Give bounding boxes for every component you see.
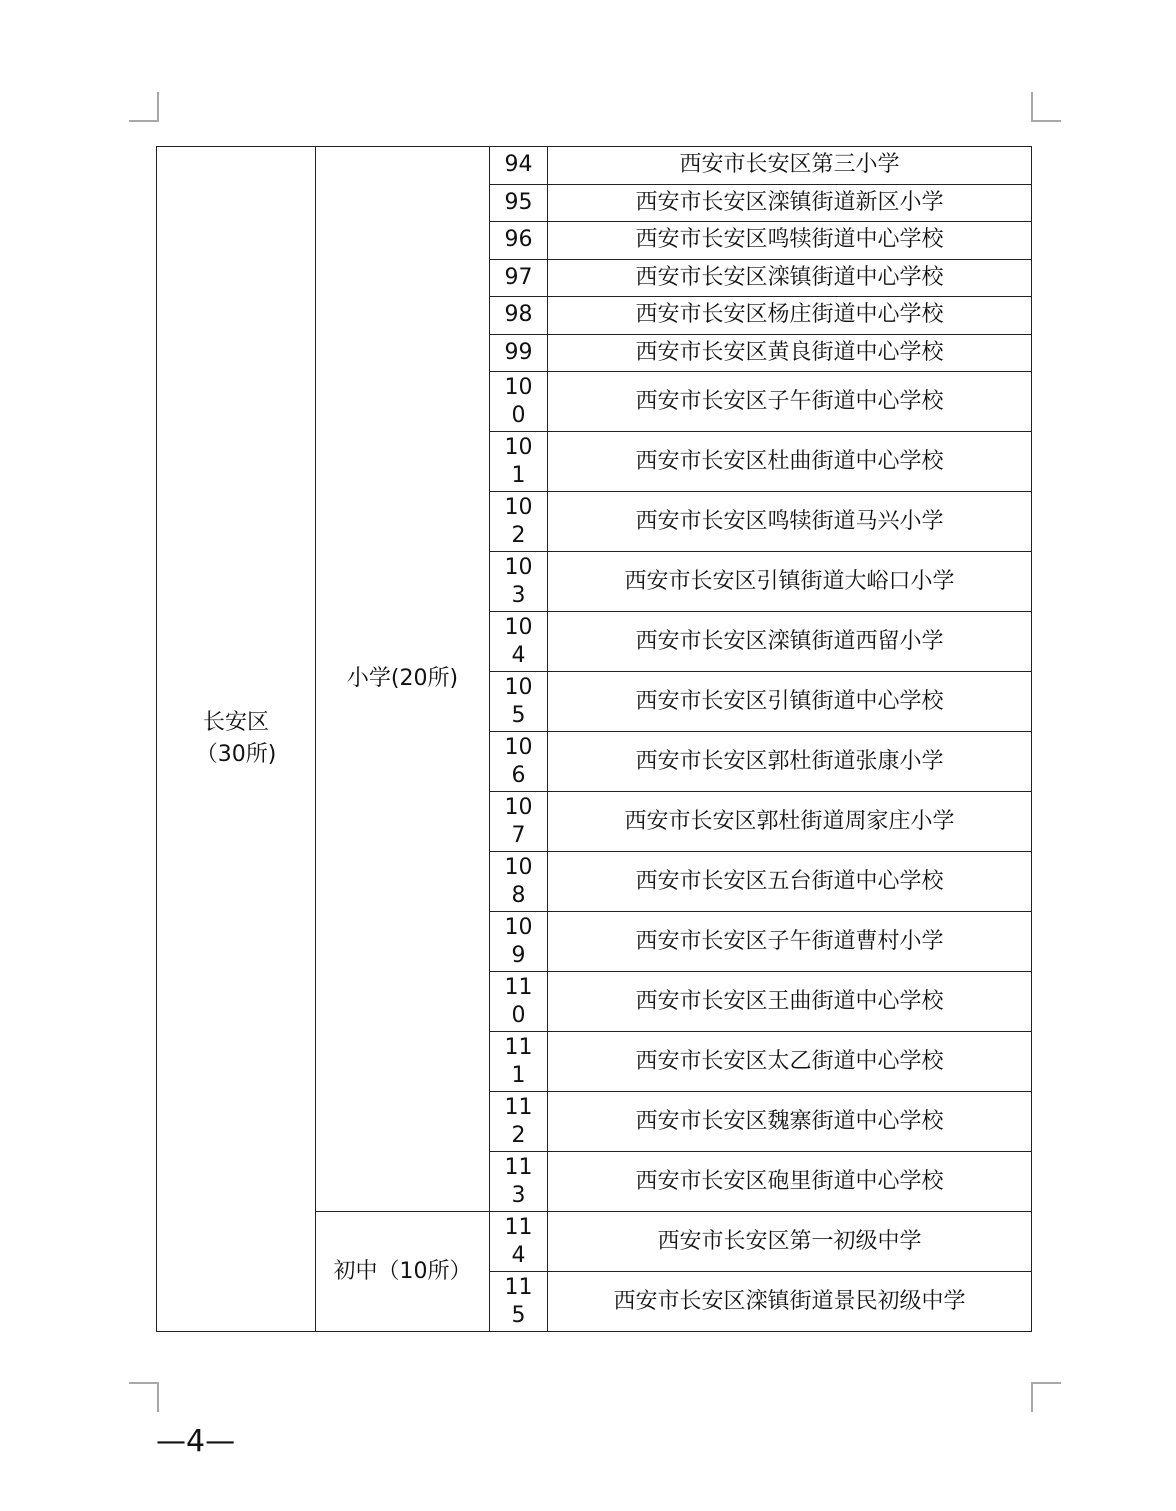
school-name: 西安市长安区第三小学: [548, 147, 1032, 185]
row-number: 113: [504, 1154, 533, 1208]
row-number-cell: [490, 259, 548, 297]
school-name: 西安市长安区引镇街道中心学校: [548, 672, 1032, 732]
row-number: 114: [504, 1214, 533, 1268]
school-name: 西安市长安区第一初级中学: [548, 1212, 1032, 1272]
row-number-cell: [490, 492, 548, 552]
row-number-cell: [490, 1092, 548, 1152]
row-number: 112: [504, 1094, 533, 1148]
school-name: 西安市长安区子午街道曹村小学: [548, 912, 1032, 972]
row-number-cell: [490, 732, 548, 792]
school-list-body: [157, 147, 1032, 1332]
school-level-cell: 初中（10所）: [316, 1212, 490, 1332]
row-number: 109: [504, 914, 533, 968]
crop-mark-bottom-left: [129, 1382, 159, 1412]
row-number: 101: [504, 434, 533, 488]
school-name: 西安市长安区滦镇街道西留小学: [548, 612, 1032, 672]
crop-mark-top-right: [1031, 92, 1061, 122]
row-number: 108: [504, 854, 533, 908]
row-number: 104: [504, 614, 533, 668]
row-number-cell: [490, 1272, 548, 1332]
row-number: 105: [504, 674, 533, 728]
row-number-cell: [490, 672, 548, 732]
school-name: 西安市长安区杜曲街道中心学校: [548, 432, 1032, 492]
crop-mark-top-left: [129, 92, 159, 122]
row-number-cell: [490, 792, 548, 852]
table-row: [157, 147, 1032, 185]
school-name: 西安市长安区滦镇街道新区小学: [548, 184, 1032, 222]
school-name: 西安市长安区子午街道中心学校: [548, 372, 1032, 432]
district-name: 长安区: [202, 710, 269, 735]
school-name: 西安市长安区鸣犊街道中心学校: [548, 222, 1032, 260]
row-number-cell: [490, 334, 548, 372]
row-number-cell: [490, 184, 548, 222]
school-name: 西安市长安区滦镇街道中心学校: [548, 259, 1032, 297]
row-number: 103: [504, 554, 533, 608]
row-number: 100: [504, 374, 533, 428]
school-name: 西安市长安区魏寨街道中心学校: [548, 1092, 1032, 1152]
row-number: 94: [504, 152, 533, 178]
row-number: 99: [504, 339, 533, 365]
row-number: 95: [504, 189, 533, 215]
row-number-cell: [490, 297, 548, 335]
row-number-cell: [490, 972, 548, 1032]
crop-mark-bottom-right: [1031, 1382, 1061, 1412]
school-name: 西安市长安区鸣犊街道马兴小学: [548, 492, 1032, 552]
school-name: 西安市长安区太乙街道中心学校: [548, 1032, 1032, 1092]
row-number: 107: [504, 794, 533, 848]
school-name: 西安市长安区杨庄街道中心学校: [548, 297, 1032, 335]
row-number: 98: [504, 302, 533, 328]
school-name: 西安市长安区郭杜街道张康小学: [548, 732, 1032, 792]
row-number-cell: [490, 432, 548, 492]
row-number-cell: [490, 912, 548, 972]
row-number-cell: [490, 1212, 548, 1272]
row-number-cell: [490, 552, 548, 612]
school-name: 西安市长安区砲里街道中心学校: [548, 1152, 1032, 1212]
row-number-cell: [490, 612, 548, 672]
row-number-cell: [490, 852, 548, 912]
row-number: 111: [504, 1034, 533, 1088]
row-number-cell: [490, 1032, 548, 1092]
school-list-table: [156, 146, 1032, 1332]
row-number: 115: [504, 1274, 533, 1328]
school-name: 西安市长安区引镇街道大峪口小学: [548, 552, 1032, 612]
row-number: 110: [504, 974, 533, 1028]
row-number: 106: [504, 734, 533, 788]
row-number-cell: [490, 1152, 548, 1212]
row-number-cell: [490, 222, 548, 260]
row-number: 96: [504, 227, 533, 253]
row-number-cell: [490, 372, 548, 432]
school-name: 西安市长安区五台街道中心学校: [548, 852, 1032, 912]
district-cell: [157, 147, 316, 1332]
school-name: 西安市长安区王曲街道中心学校: [548, 972, 1032, 1032]
row-number-cell: [490, 147, 548, 185]
district-count: （30所): [195, 742, 277, 767]
school-name: 西安市长安区滦镇街道景民初级中学: [548, 1272, 1032, 1332]
row-number: 97: [504, 264, 533, 290]
page-number: —4—: [156, 1424, 236, 1459]
school-level-cell: 小学(20所): [316, 147, 490, 1212]
row-number: 102: [504, 494, 533, 548]
school-name: 西安市长安区郭杜街道周家庄小学: [548, 792, 1032, 852]
school-name: 西安市长安区黄良街道中心学校: [548, 334, 1032, 372]
